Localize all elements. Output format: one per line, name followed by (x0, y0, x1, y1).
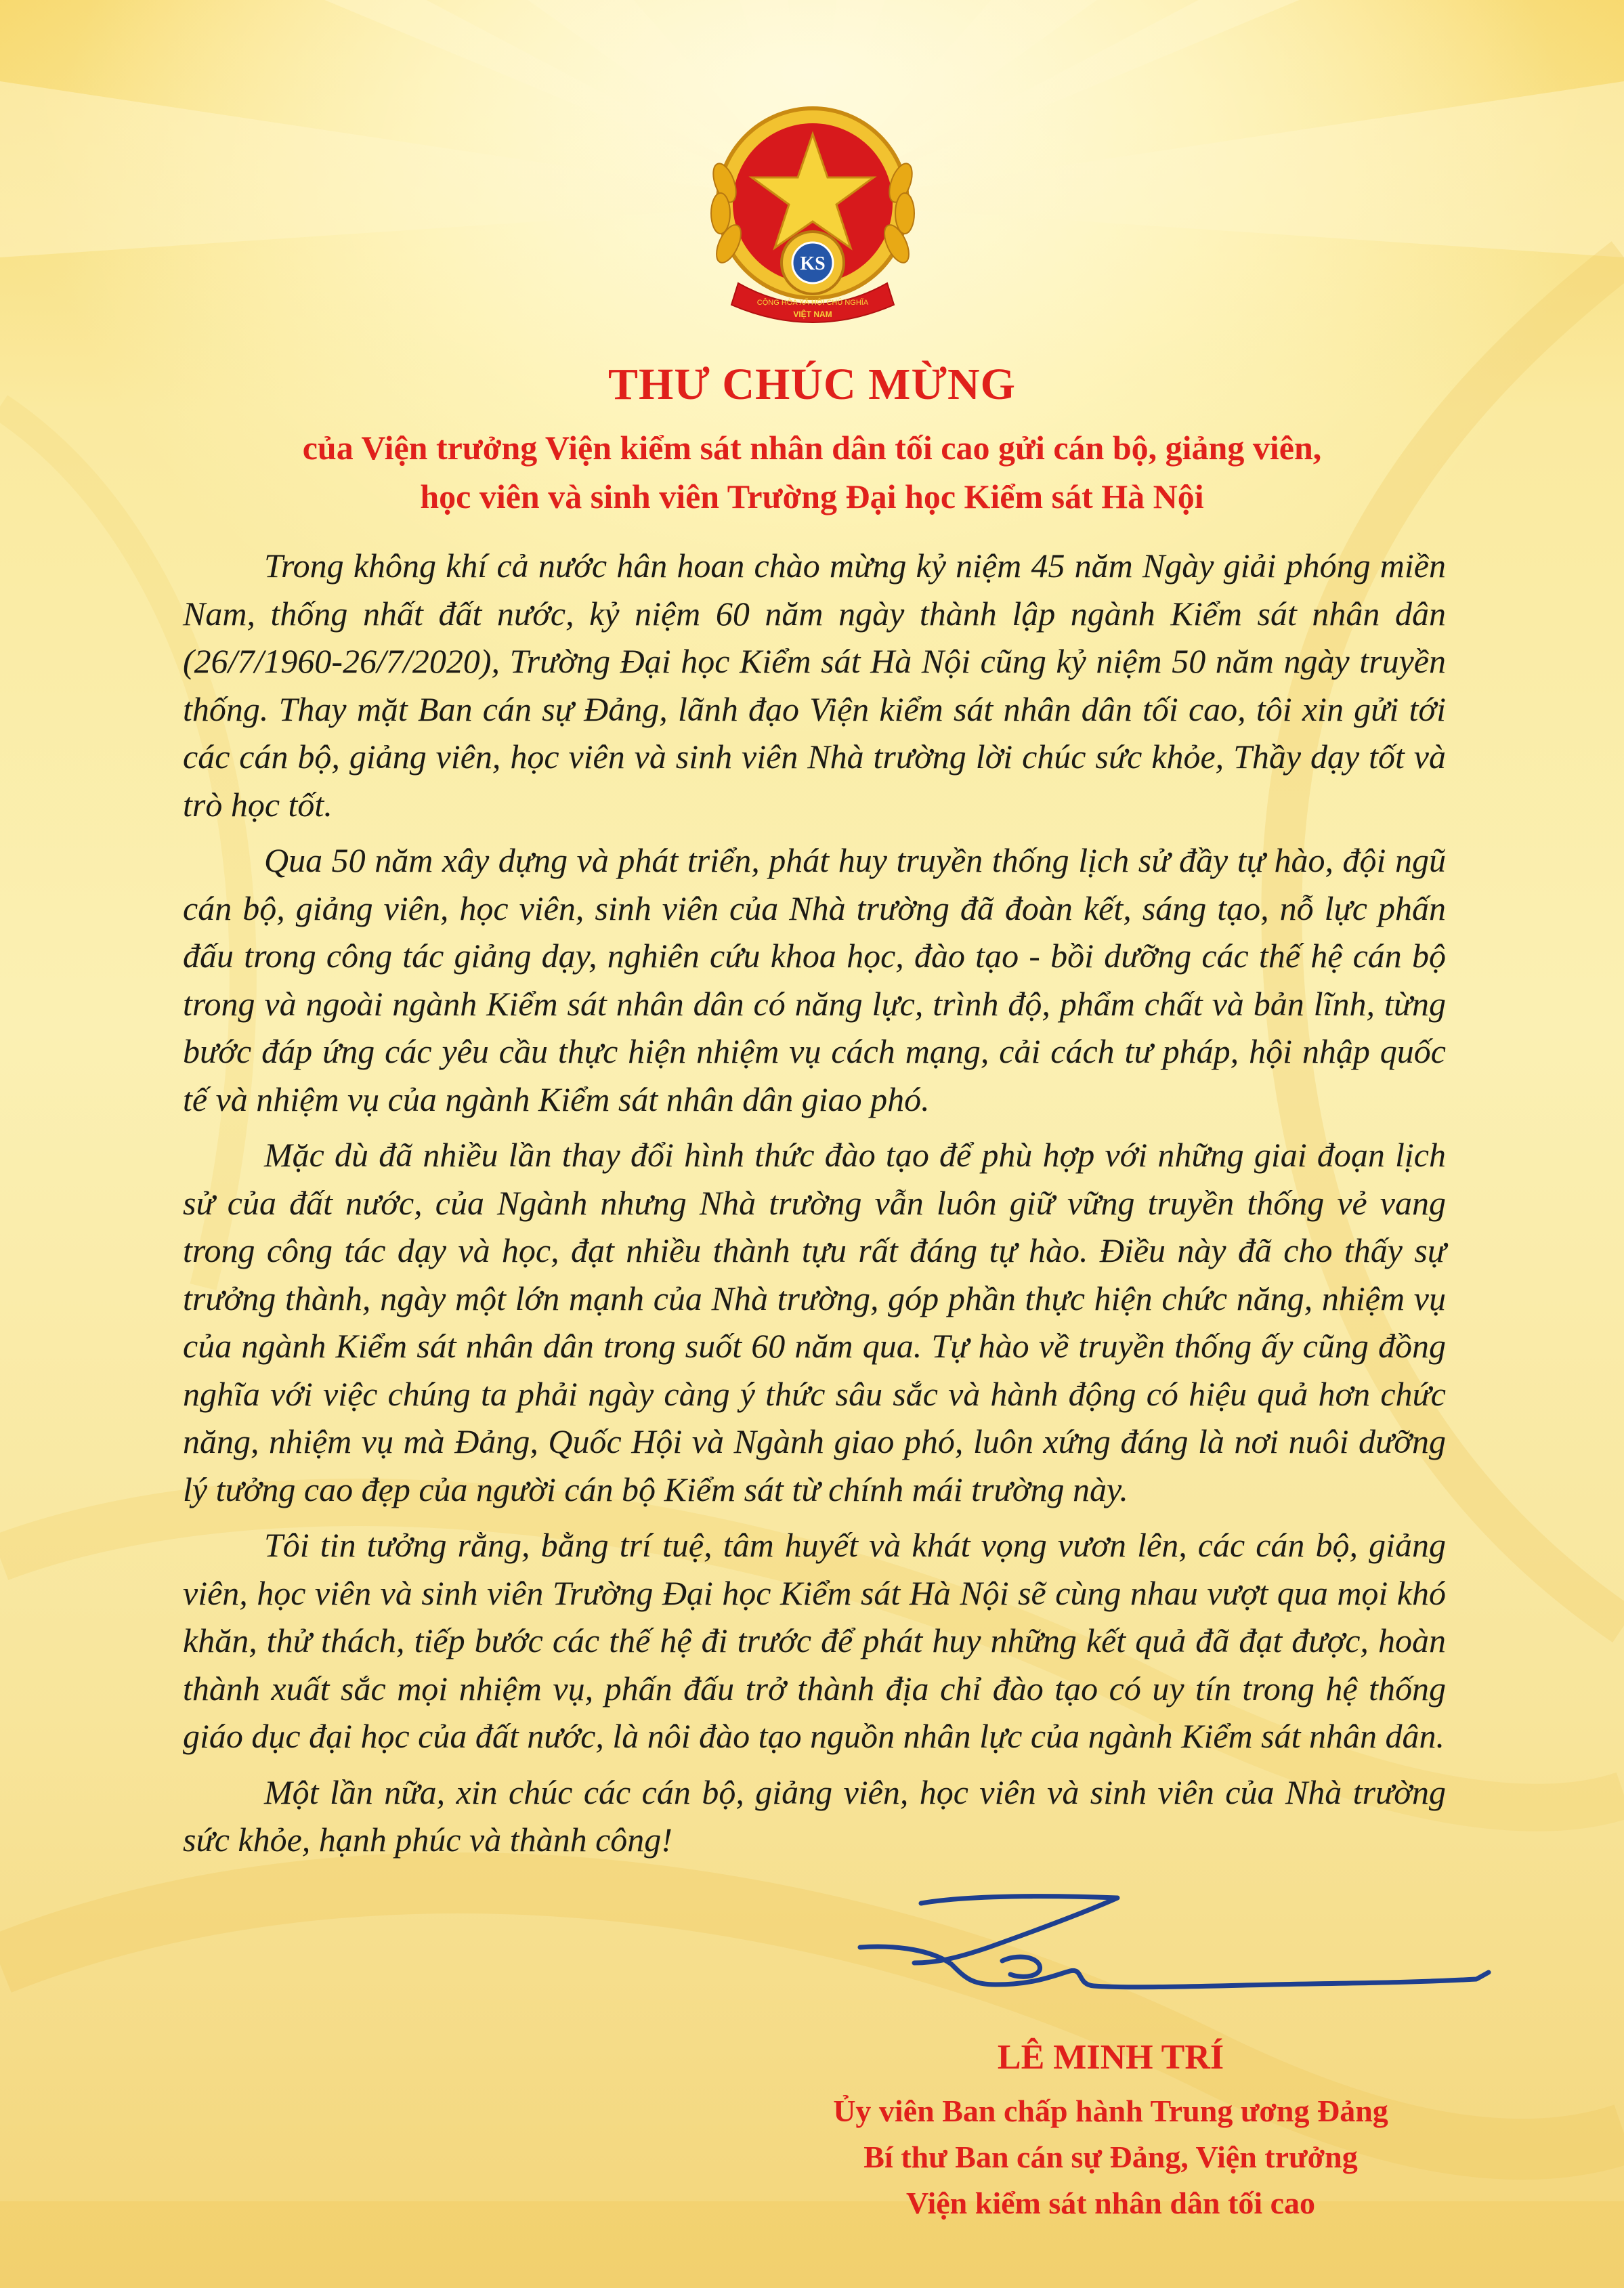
body-paragraph: Mặc dù đã nhiều lần thay đổi hình thức đào tạo để phù hợp với những giai đoạn lịch sử của đất nước, của Ngành nhưng Nhà trường vẫn luôn giữ vững truyền thống vẻ vang trong công tác dạy và học, đạt nhiều thành tựu rất đáng tự hào. Điều này đã cho thấy sự trưởng thành, ngày một lớn mạnh của Nhà trường, góp phần thực hiện chức năng, nhiệm vụ của ngành Kiểm sát nhân dân trong suốt 60 năm qua. Tự hào về truyền thống ấy cũng đồng nghĩa với việc chúng ta phải ngày càng ý thức sâu sắc và hành động có hiệu quả hơn chức năng, nhiệm vụ mà Đảng, Quốc Hội và Ngành giao phó, luôn xứng đáng là nơi nuôi dưỡng lý tưởng cao đẹp của người cán bộ Kiểm sát từ chính mái trường này. (183, 1136, 1446, 1508)
signer-name: LÊ MINH TRÍ (997, 2038, 1224, 2077)
letter-title: THƯ CHÚC MỪNG (607, 360, 1017, 409)
signer-position-line3: Viện kiểm sát nhân dân tối cao (905, 2186, 1316, 2220)
emblem-country-text: VIỆT NAM (793, 310, 832, 319)
handwritten-signature-icon (833, 1883, 1510, 2012)
letter-subtitle-line2: học viên và sinh viên Trường Đại học Kiểm sát Hà Nội (420, 478, 1204, 515)
procuracy-emblem-icon (698, 102, 928, 332)
body-paragraph: Trong không khí cả nước hân hoan chào mừng kỷ niệm 45 năm Ngày giải phóng miền Nam, thống nhất đất nước, kỷ niệm 60 năm ngày thành lập ngành Kiểm sát nhân dân (26/7/1960-26/7/2020), Trường Đại học Kiểm sát Hà Nội cũng kỷ niệm 50 năm ngày truyền thống. Thay mặt Ban cán sự Đảng, lãnh đạo Viện kiểm sát nhân dân tối cao, tôi xin gửi tới các cán bộ, giảng viên, học viên và sinh viên Nhà trường lời chúc sức khỏe, Thầy dạy tốt và trò học tốt. (183, 547, 1446, 824)
body-paragraph: Một lần nữa, xin chúc các cán bộ, giảng viên, học viên và sinh viên của Nhà trường sức khỏe, hạnh phúc và thành công! (183, 1773, 1446, 1859)
letter-body (183, 542, 1446, 1872)
emblem-badge-text: KS (800, 253, 826, 274)
signer-position-line1: Ủy viên Ban chấp hành Trung ương Đảng (833, 2094, 1388, 2128)
body-paragraph: Tôi tin tưởng rằng, bằng trí tuệ, tâm huyết và khát vọng vươn lên, các cán bộ, giảng viên, học viên và sinh viên Trường Đại học Kiểm sát Hà Nội sẽ cùng nhau vượt qua mọi khó khăn, thử thách, tiếp bước các thế hệ đi trước để phát huy những kết quả đã đạt được, hoàn thành xuất sắc mọi nhiệm vụ, phấn đấu trở thành địa chỉ đào tạo có uy tín trong hệ thống giáo dục đại học của đất nước, là nôi đào tạo nguồn nhân lực của ngành Kiểm sát nhân dân. (183, 1526, 1446, 1755)
signer-position-line2: Bí thư Ban cán sự Đảng, Viện trưởng (863, 2140, 1358, 2174)
emblem-ribbon-text: CỘNG HÒA XÃ HỘI CHỦ NGHĨA (756, 299, 869, 307)
body-paragraph: Qua 50 năm xây dựng và phát triển, phát huy truyền thống lịch sử đầy tự hào, đội ngũ cán bộ, giảng viên, học viên, sinh viên của Nhà trường đã đoàn kết, sáng tạo, nỗ lực phấn đấu trong công tác giảng dạy, nghiên cứu khoa học, đào tạo - bồi dưỡng các thế hệ cán bộ trong và ngoài ngành Kiểm sát nhân dân có năng lực, trình độ, phẩm chất và bản lĩnh, từng bước đáp ứng các yêu cầu thực hiện nhiệm vụ cách mạng, cải cách tư pháp, hội nhập quốc tế và nhiệm vụ của ngành Kiểm sát nhân dân giao phó. (183, 841, 1446, 1118)
letter-subtitle-line1: của Viện trưởng Viện kiểm sát nhân dân tối cao gửi cán bộ, giảng viên, (302, 429, 1322, 467)
